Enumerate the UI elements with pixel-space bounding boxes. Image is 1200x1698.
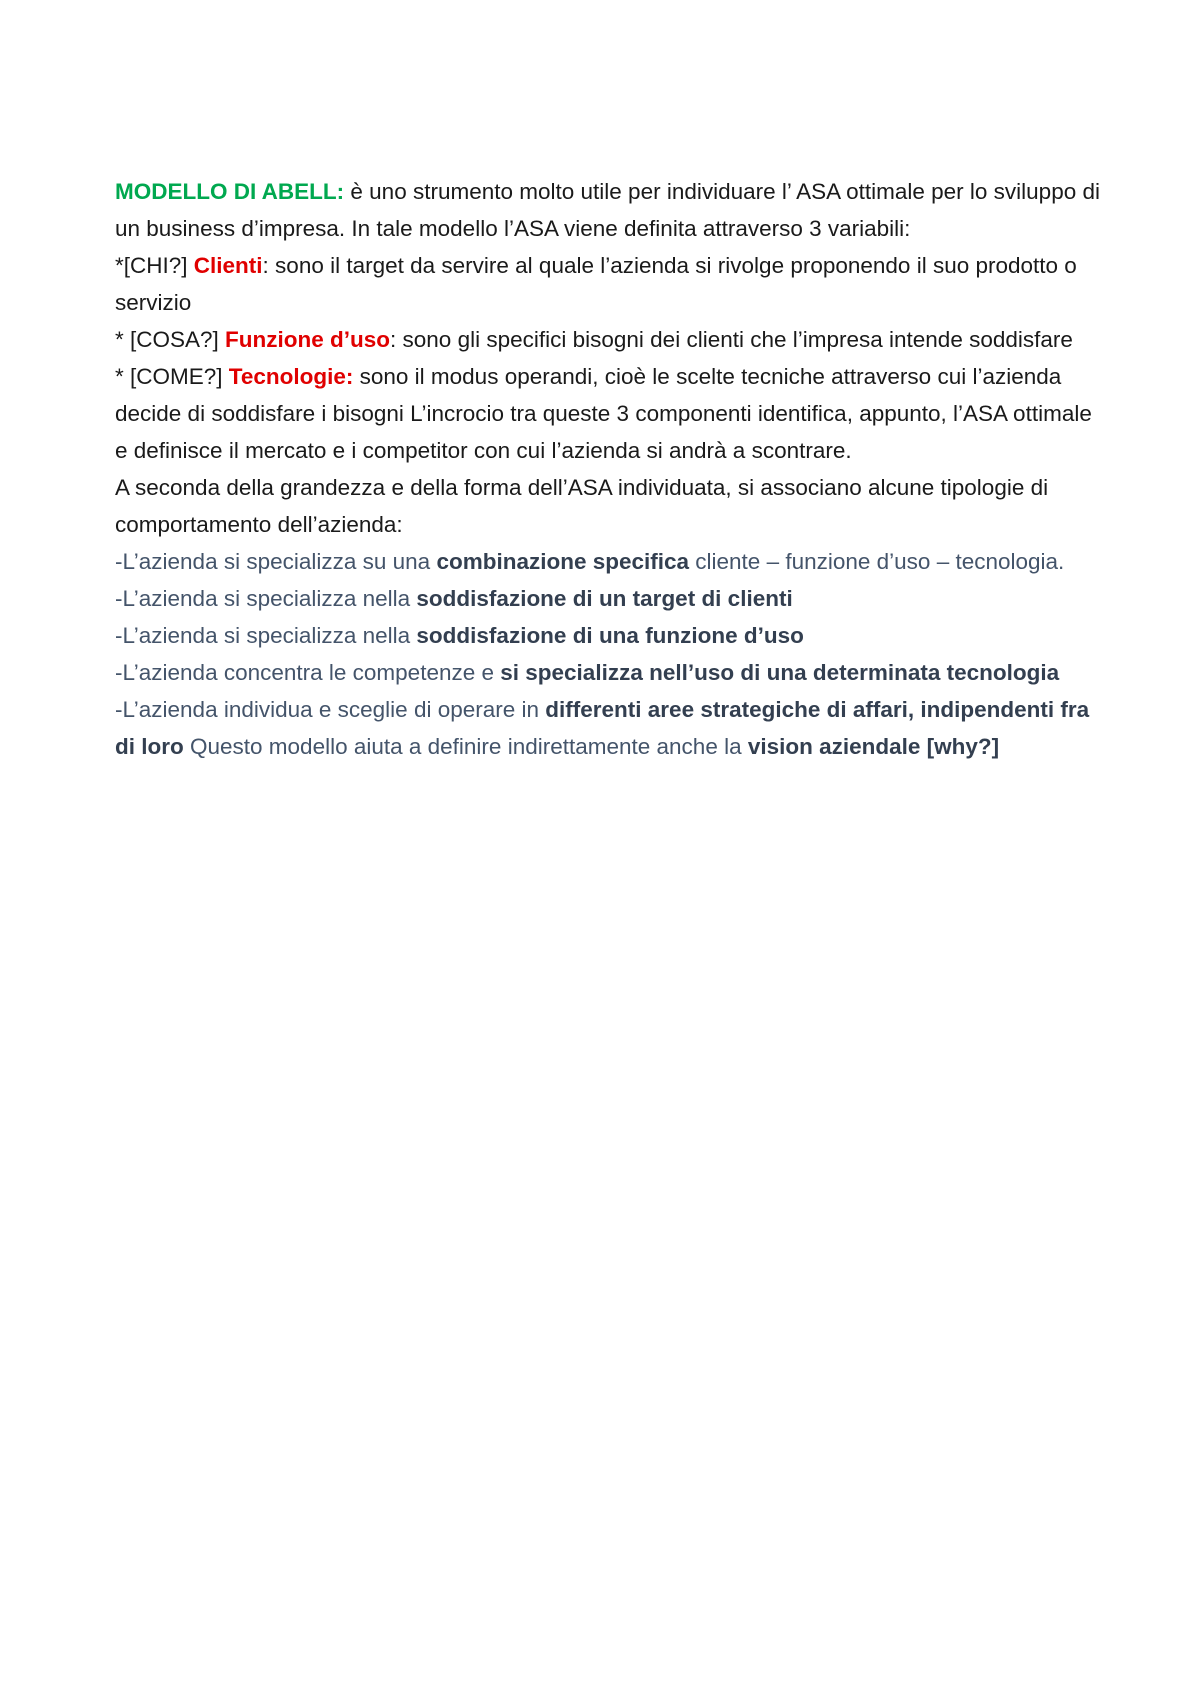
variable-cosa-term: Funzione d’uso (225, 327, 391, 352)
list-item-highlight: combinazione specifica (436, 549, 690, 574)
list-item-highlight: vision aziendale [why?] (747, 734, 1000, 759)
list-item (115, 617, 1100, 654)
variable-cosa (115, 321, 1100, 358)
variable-chi-term: Clienti (193, 253, 263, 278)
behaviour-list (115, 543, 1100, 765)
variable-come-prefix: * [COME?] (115, 364, 229, 389)
model-title: MODELLO DI ABELL: (115, 179, 345, 204)
list-item-highlight: si specializza nell’uso di una determinata tecnologia (500, 660, 1060, 685)
list-item-text: cliente – funzione d’uso – tecnologia. (689, 549, 1065, 574)
list-item-text: -L’azienda si specializza su una (115, 549, 437, 574)
variable-chi (115, 247, 1100, 321)
list-item (115, 654, 1100, 691)
variable-come (115, 358, 1100, 469)
list-item-text: -L’azienda individua e sceglie di operare in (115, 697, 546, 722)
list-item-highlight: soddisfazione di una funzione d’uso (416, 623, 804, 648)
intro-text: è uno strumento molto utile per individuare l’ ASA ottimale per lo sviluppo di un business d’impresa. In tale modello l’ASA viene definita attraverso 3 variabili: (115, 179, 1100, 241)
list-item-text: -L’azienda si specializza nella (115, 623, 417, 648)
document-body (115, 173, 1100, 765)
list-item-highlight: differenti aree strategiche di affari, indipendenti fra di loro (115, 697, 1090, 759)
list-item (115, 691, 1100, 765)
list-item-text: Questo modello aiuta a definire indirettamente anche la (183, 734, 748, 759)
list-item (115, 580, 1100, 617)
variable-come-text: sono il modus operandi, cioè le scelte tecniche attraverso cui l’azienda decide di soddisfare i bisogni L’incrocio tra queste 3 componenti identifica, appunto, l’ASA ottimale e definisce il mercato e i competitor con cui l’azienda si andrà a scontrare. (115, 364, 1092, 463)
intro-paragraph (115, 173, 1100, 247)
variable-come-term: Tecnologie: (228, 364, 354, 389)
variable-cosa-text: : sono gli specifici bisogni dei clienti che l’impresa intende soddisfare (390, 327, 1073, 352)
list-item-text: -L’azienda si specializza nella (115, 586, 417, 611)
behaviour-intro: A seconda della grandezza e della forma dell’ASA individuata, si associano alcune tipologie di comportamento dell’azienda: (115, 475, 1049, 537)
variable-chi-prefix: *[CHI?] (115, 253, 194, 278)
list-item-text: -L’azienda concentra le competenze e (115, 660, 501, 685)
variable-chi-text: : sono il target da servire al quale l’azienda si rivolge proponendo il suo prodotto o servizio (115, 253, 1077, 315)
list-item-highlight: soddisfazione di un target di clienti (416, 586, 793, 611)
variable-cosa-prefix: * [COSA?] (115, 327, 226, 352)
list-item (115, 543, 1100, 580)
